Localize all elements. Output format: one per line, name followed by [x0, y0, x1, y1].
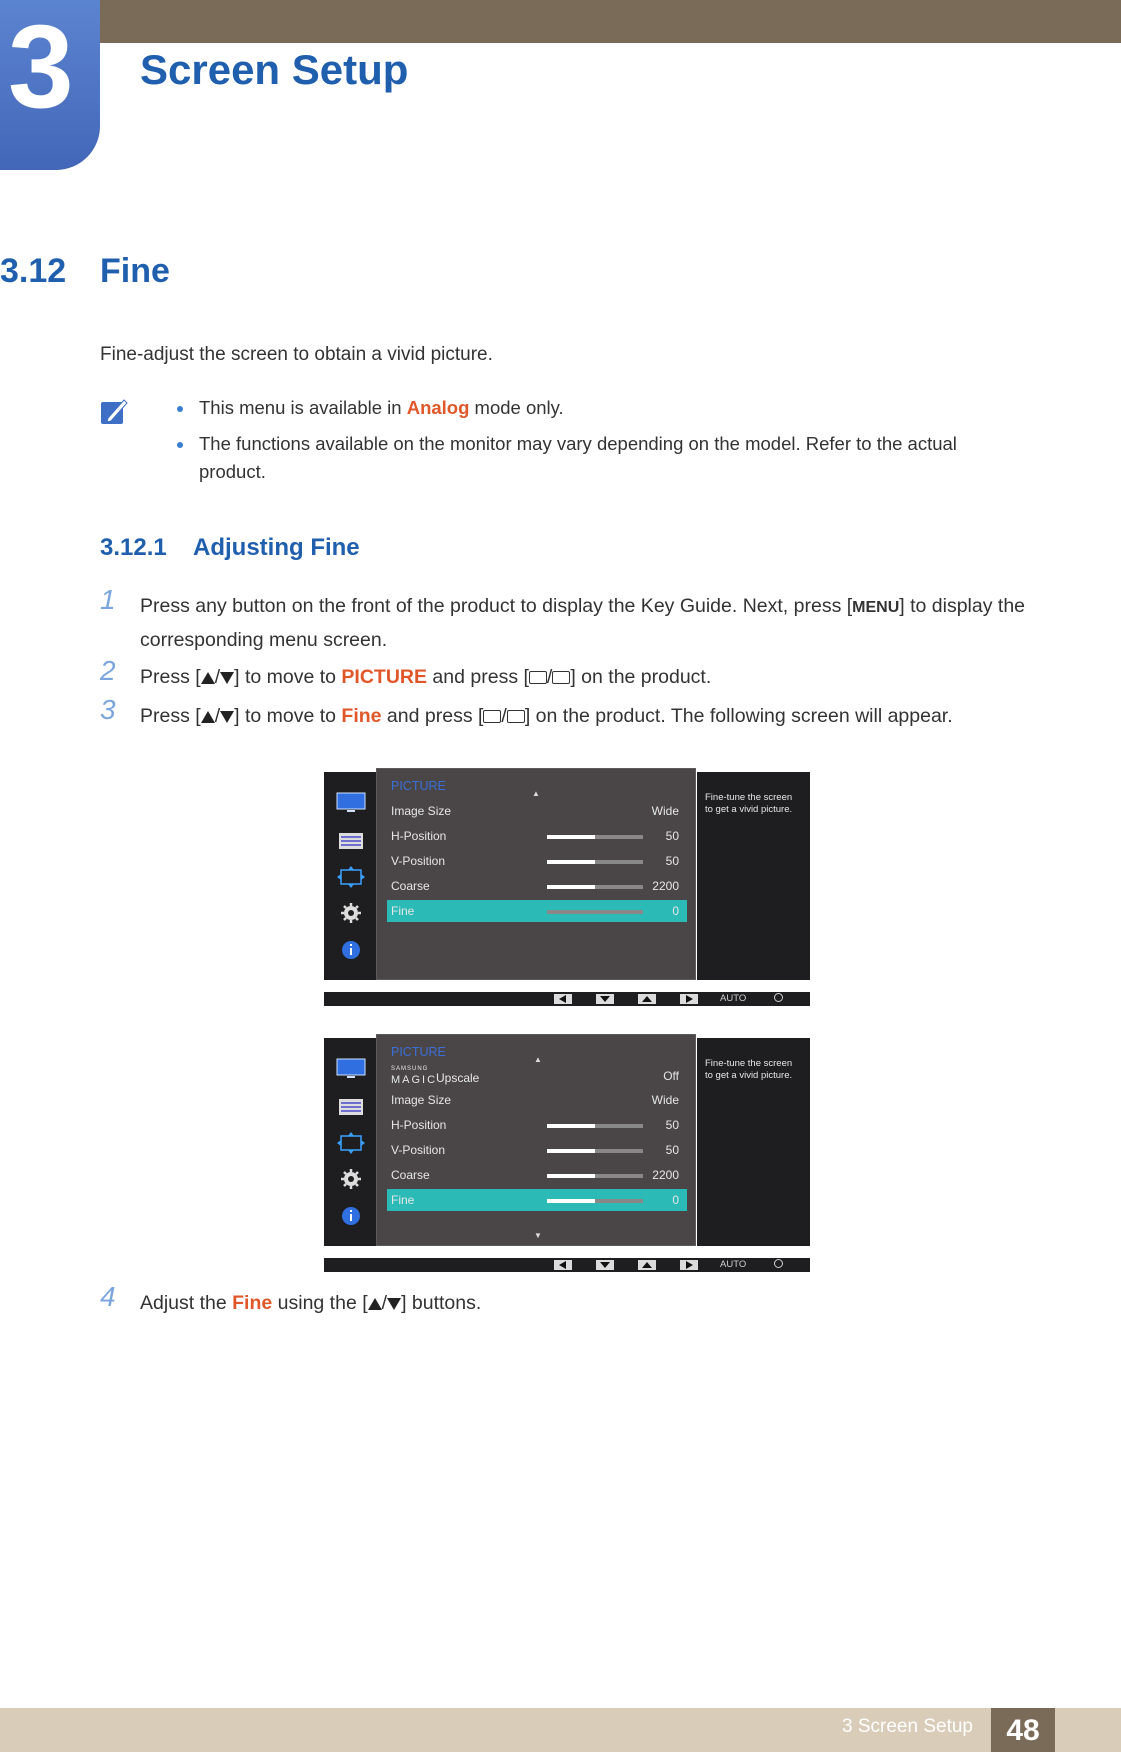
section-name: Fine [100, 252, 170, 290]
notes-list [175, 394, 1005, 494]
enter-key-icon [507, 710, 525, 723]
monitor-icon [336, 792, 366, 814]
step-2: 2 Press [ / ] to move to PICTURE and press [ / ] on the product. [100, 655, 712, 688]
down-button[interactable] [596, 1260, 614, 1270]
help-text: Fine-tune the screen to get a vivid picture. [705, 1058, 793, 1081]
step-4: 4 Adjust the Fine using the [ / ] buttons. [100, 1281, 482, 1314]
osd-help-panel [697, 772, 810, 980]
osd-icon-column [324, 772, 376, 980]
osd-menu-panel [376, 1034, 696, 1246]
info-icon [336, 1205, 366, 1227]
slider-track [547, 1199, 643, 1203]
slider-fill [547, 1149, 595, 1153]
osd-icon-column [324, 1038, 376, 1246]
menu-row-selected[interactable]: Fine 0 [387, 1189, 687, 1211]
info-icon [336, 939, 366, 961]
subsection-number: 3.12.1 [100, 534, 167, 561]
step-number: 2 [100, 655, 116, 686]
gear-icon [336, 902, 366, 924]
monitor-icon [336, 1058, 366, 1080]
up-arrow-icon [368, 1298, 382, 1310]
right-button[interactable] [680, 1260, 698, 1270]
osd-button-bar [324, 1258, 810, 1272]
step-number: 4 [100, 1281, 116, 1312]
chapter-tab [0, 0, 100, 170]
menu-title: PICTURE [391, 779, 446, 793]
step-3: 3 Press [ / ] to move to Fine and press [ / ] on the product. The following screen will appear. [100, 694, 953, 727]
auto-button[interactable]: AUTO [720, 993, 747, 1004]
up-button[interactable] [638, 1260, 656, 1270]
down-arrow-icon [220, 711, 234, 723]
menu-row[interactable]: Image Size Wide [391, 1093, 679, 1107]
left-button[interactable] [554, 1260, 572, 1270]
slider-track [547, 1149, 643, 1153]
slider-fill [547, 1199, 595, 1203]
chapter-title: Screen Setup [140, 46, 409, 93]
slider-track [547, 835, 643, 839]
help-text: Fine-tune the screen to get a vivid picture. [705, 792, 793, 815]
slider-fill [547, 1174, 595, 1178]
intro-text: Fine-adjust the screen to obtain a vivid picture. [100, 344, 493, 365]
section-title [0, 252, 170, 291]
slider-track [547, 910, 643, 914]
scroll-down-icon: ▼ [534, 1231, 542, 1240]
osd-screen-1 [324, 772, 810, 1002]
page-number: 48 [991, 1708, 1055, 1752]
menu-key-icon: MENU [852, 599, 900, 616]
note-item: The functions available on the monitor may vary depending on the model. Refer to the actual product. [175, 430, 1005, 486]
right-button[interactable] [680, 994, 698, 1004]
resize-icon [336, 866, 366, 888]
menu-row[interactable]: Coarse 2200 [391, 1168, 679, 1182]
menu-row[interactable]: Coarse 2200 [391, 879, 679, 893]
left-button[interactable] [554, 994, 572, 1004]
down-arrow-icon [220, 672, 234, 684]
source-key-icon [483, 710, 501, 723]
up-arrow-icon [201, 711, 215, 723]
resize-icon [336, 1132, 366, 1154]
footer-chapter-label: 3 Screen Setup [842, 1716, 973, 1737]
step-number: 3 [100, 694, 116, 725]
power-icon[interactable] [774, 993, 783, 1002]
up-arrow-icon [201, 672, 215, 684]
color-bars-icon [336, 1096, 366, 1118]
section-number: 3.12 [0, 252, 67, 290]
menu-row[interactable]: H-Position 50 [391, 1118, 679, 1132]
gear-icon [336, 1168, 366, 1190]
menu-row[interactable]: H-Position 50 [391, 829, 679, 843]
osd-menu-panel [376, 768, 696, 980]
subsection-name: Adjusting Fine [193, 534, 360, 561]
menu-title: PICTURE [391, 1045, 446, 1059]
down-button[interactable] [596, 994, 614, 1004]
down-arrow-icon [387, 1298, 401, 1310]
menu-row-selected[interactable]: Fine 0 [387, 900, 687, 922]
osd-screen-2 [324, 1038, 810, 1268]
scroll-up-icon: ▲ [534, 1055, 542, 1064]
chapter-number: 3 [8, 1, 74, 133]
step-1: 1 Press any button on the front of the product to display the Key Guide. Next, press [MENU] to display the corresponding menu screen. [100, 584, 1026, 651]
slider-fill [547, 885, 595, 889]
menu-row[interactable]: V-Position 50 [391, 1143, 679, 1157]
step-number: 1 [100, 584, 116, 615]
slider-track [547, 1174, 643, 1178]
magic-brand: SAMSUNG [391, 1066, 429, 1072]
slider-track [547, 1124, 643, 1128]
up-button[interactable] [638, 994, 656, 1004]
slider-fill [547, 1124, 595, 1128]
color-bars-icon [336, 830, 366, 852]
osd-button-bar [324, 992, 810, 1006]
slider-fill [547, 835, 595, 839]
source-key-icon [529, 671, 547, 684]
slider-track [547, 860, 643, 864]
auto-button[interactable]: AUTO [720, 1259, 747, 1270]
subsection-title [100, 534, 360, 562]
slider-track [547, 885, 643, 889]
menu-row[interactable]: V-Position 50 [391, 854, 679, 868]
power-icon[interactable] [774, 1259, 783, 1268]
note-item: This menu is available in Analog mode only. [175, 394, 1005, 422]
slider-fill [547, 860, 595, 864]
menu-row[interactable]: SAMSUNG MAGIC Upscale Off [391, 1066, 679, 1086]
note-icon [100, 396, 130, 426]
top-bar [0, 0, 1121, 43]
enter-key-icon [552, 671, 570, 684]
magic-word: MAGIC [391, 1074, 438, 1086]
scroll-up-icon: ▲ [532, 789, 540, 798]
osd-help-panel [697, 1038, 810, 1246]
menu-row[interactable]: Image Size Wide [391, 804, 679, 818]
